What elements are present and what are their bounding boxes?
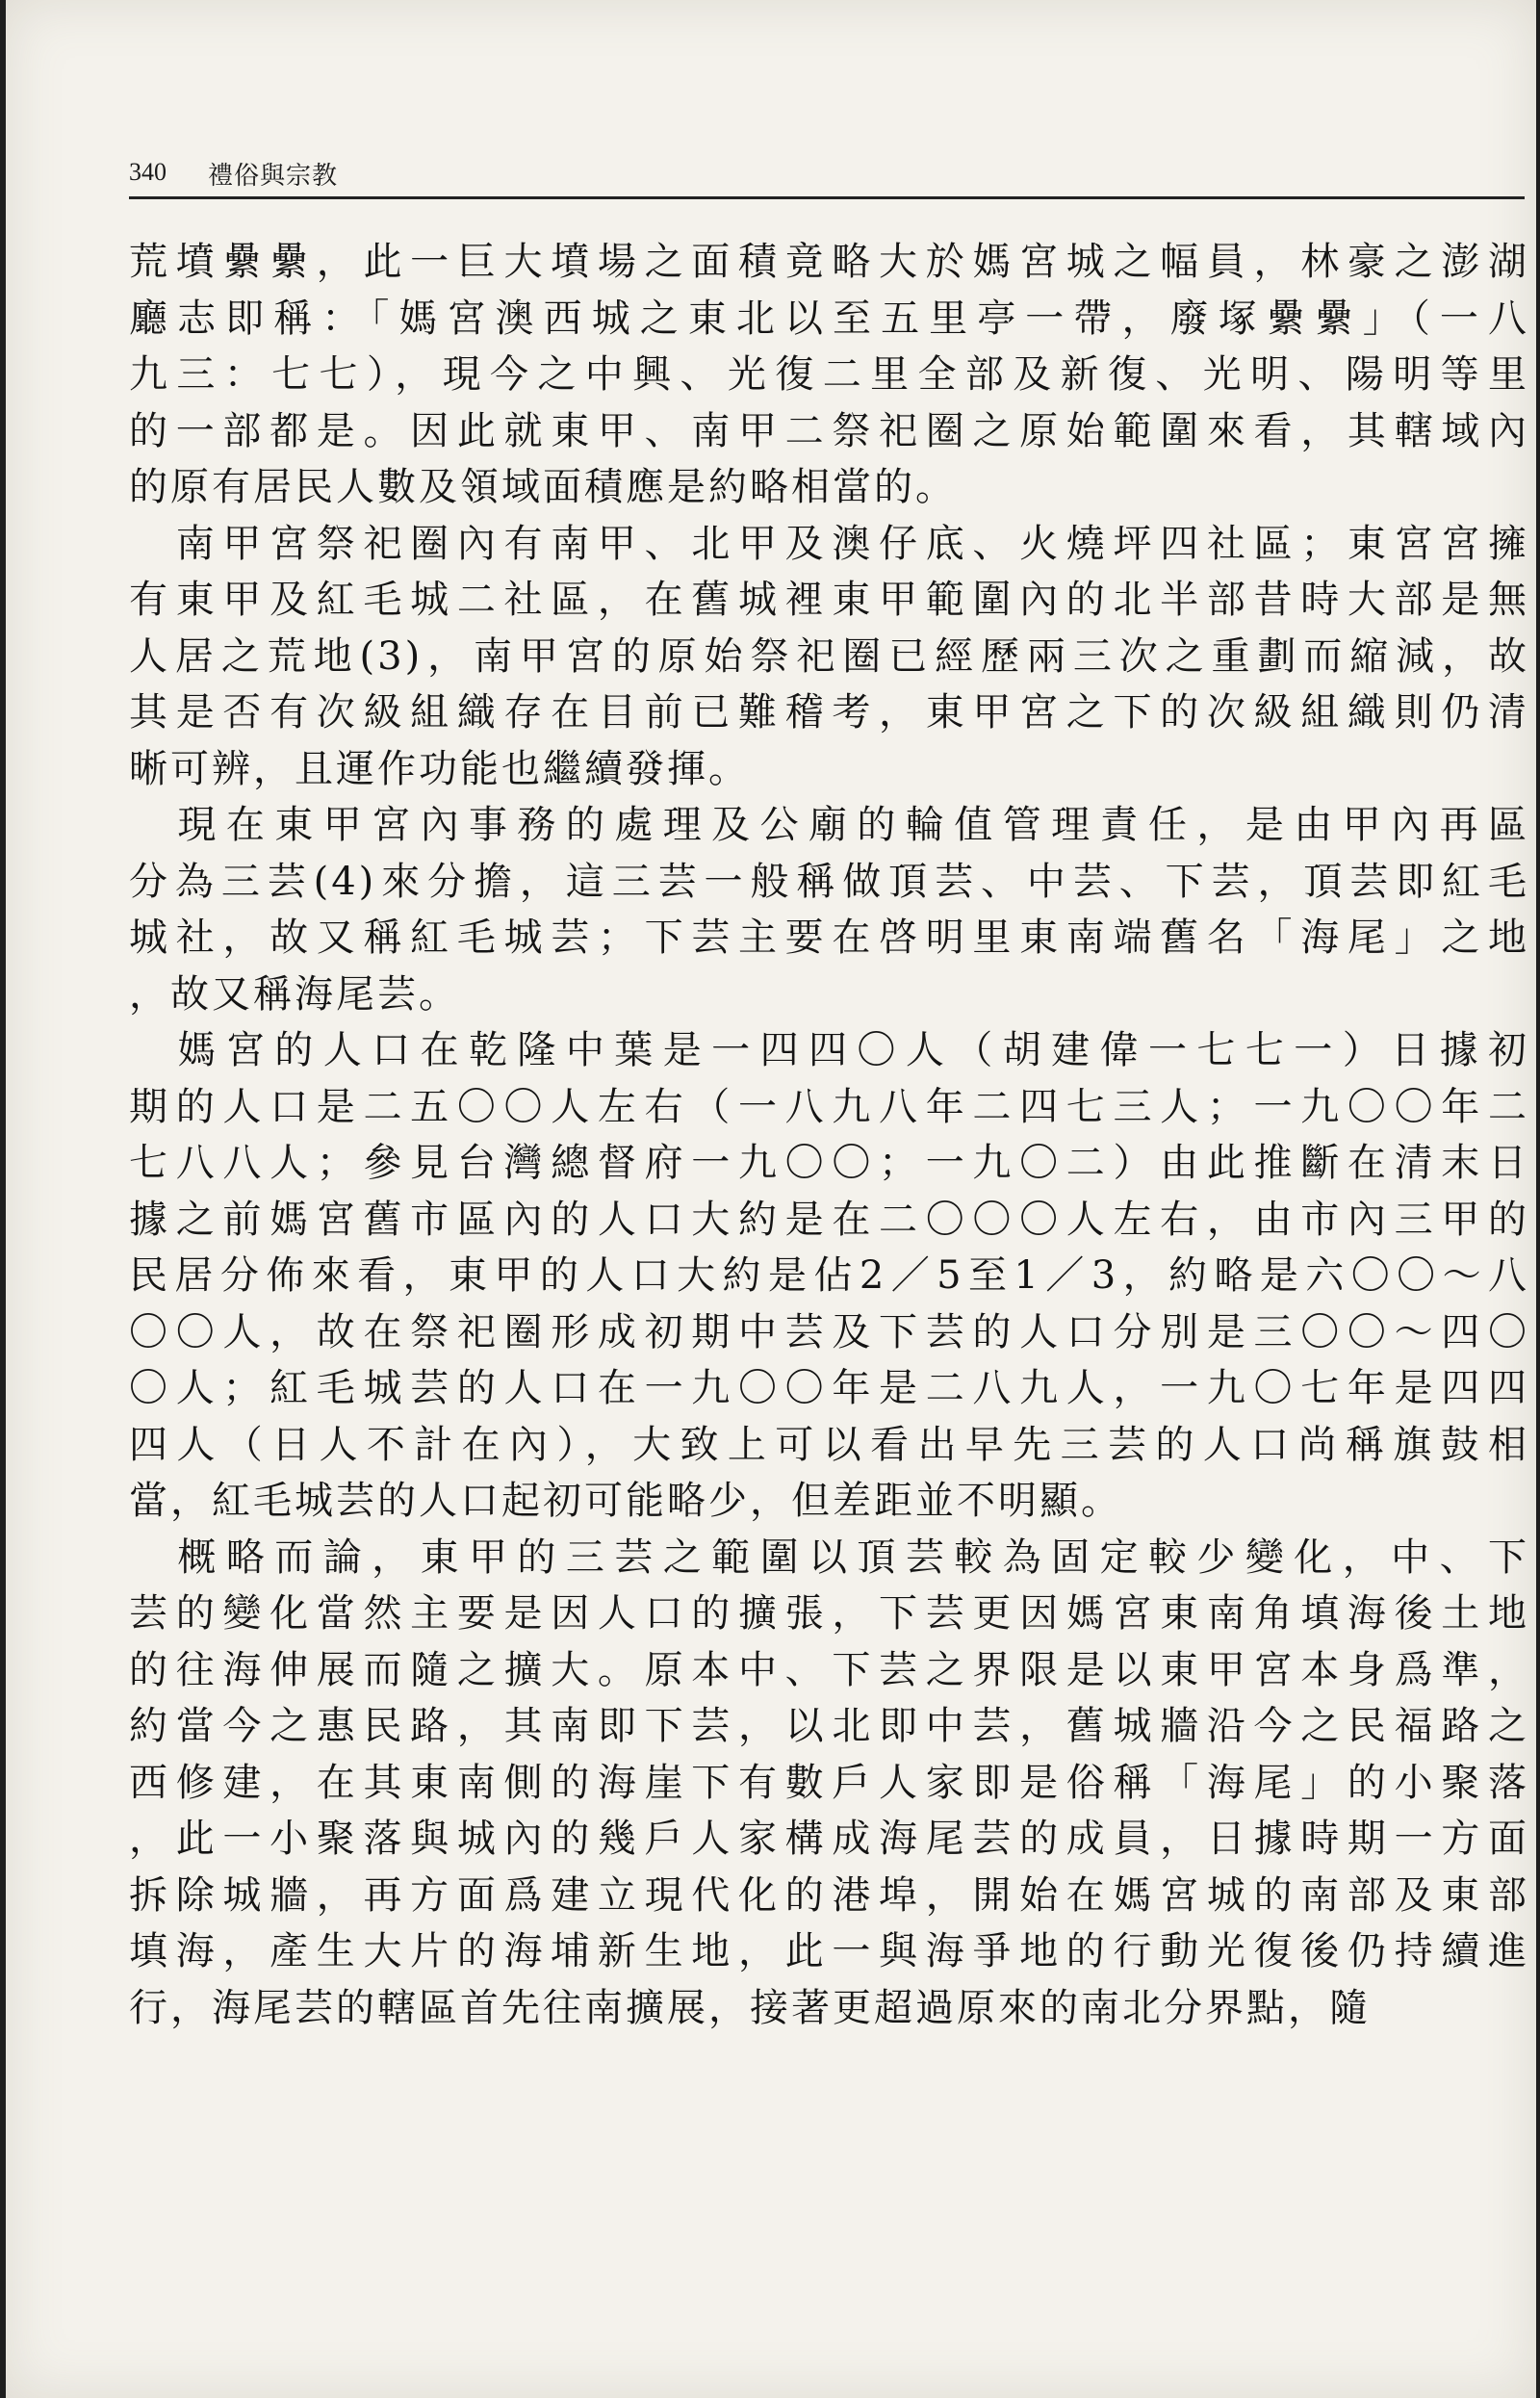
- text-line: 廳志即稱：「媽宮澳西城之東北以至五里亭一帶，廢塚纍纍」（一八: [129, 296, 1529, 341]
- text-line: 民居分佈來看，東甲的人口大約是佔2／5至1／3，約略是六〇〇～八: [129, 1253, 1529, 1298]
- text-line: 媽宮的人口在乾隆中葉是一四四〇人（胡建偉一七七一）日據初: [129, 1028, 1529, 1072]
- paragraph: [129, 516, 1529, 798]
- paragraph: [129, 234, 1529, 516]
- text-line: 其是否有次級組織存在目前已難稽考，東甲宮之下的次級組織則仍清: [129, 690, 1529, 735]
- text-line: 七八八人；參見台灣總督府一九〇〇；一九〇二）由此推斷在清末日: [129, 1141, 1529, 1185]
- text-line: ，故又稱海尾芸。: [129, 971, 460, 1017]
- text-line: 九三：七七），現今之中興、光復二里全部及新復、光明、陽明等里: [129, 352, 1529, 397]
- text-line: 人居之荒地(3)，南甲宮的原始祭祀圈已經歷兩三次之重劃而縮減，故: [129, 633, 1529, 679]
- text-line: 晰可辨，且運作功能也繼續發揮。: [129, 746, 750, 791]
- text-line: 分為三芸(4)來分擔，這三芸一般稱做頂芸、中芸、下芸，頂芸即紅毛: [129, 859, 1529, 904]
- text-line: 行，海尾芸的轄區首先往南擴展，接著更超過原來的南北分界點，隨: [129, 1985, 1371, 2030]
- text-line: 荒墳纍纍，此一巨大墳場之面積竟略大於媽宮城之幅員，林豪之澎湖: [129, 240, 1529, 284]
- text-line: 據之前媽宮舊市區內的人口大約是在二〇〇〇人左右，由市內三甲的: [129, 1197, 1529, 1242]
- text-line: 約當今之惠民路，其南即下芸，以北即中芸，舊城牆沿今之民福路之: [129, 1704, 1529, 1748]
- text-line: 西修建，在其東南側的海崖下有數戶人家即是俗稱「海尾」的小聚落: [129, 1760, 1529, 1805]
- text-line: 南甲宮祭祀圈內有南甲、北甲及澳仔底、火燒坪四社區；東宮宮擁: [129, 521, 1529, 566]
- book-page: [6, 0, 1536, 2398]
- text-line: 〇〇人，故在祭祀圈形成初期中芸及下芸的人口分別是三〇〇～四〇: [129, 1309, 1529, 1354]
- running-title: 禮俗與宗教: [208, 162, 339, 191]
- text-line: 四人（日人不計在內），大致上可以看出早先三芸的人口尚稱旗鼓相: [129, 1422, 1529, 1467]
- text-line: 的原有居民人數及領域面積應是約略相當的。: [129, 465, 957, 509]
- text-line: 的往海伸展而隨之擴大。原本中、下芸之界限是以東甲宮本身爲準，: [129, 1647, 1529, 1692]
- page-header: [129, 154, 1525, 199]
- text-line: 填海，產生大片的海埔新生地，此一與海爭地的行動光復後仍持續進: [129, 1929, 1529, 1973]
- text-line: 期的人口是二五〇〇人左右（一八九八年二四七三人；一九〇〇年二: [129, 1084, 1529, 1129]
- text-line: 芸的變化當然主要是因人口的擴張，下芸更因媽宮東南角填海後土地: [129, 1591, 1529, 1636]
- text-line: 城社，故又稱紅毛城芸；下芸主要在啓明里東南端舊名「海尾」之地: [129, 915, 1529, 960]
- text-line: 有東甲及紅毛城二社區，在舊城裡東甲範圍內的北半部昔時大部是無: [129, 578, 1529, 622]
- text-line: 當，紅毛城芸的人口起初可能略少，但差距並不明顯。: [129, 1479, 1122, 1523]
- body-text: [129, 234, 1529, 2036]
- text-line: 拆除城牆，再方面爲建立現代化的港埠，開始在媽宮城的南部及東部: [129, 1872, 1529, 1918]
- paragraph: [129, 1022, 1529, 1530]
- text-line: 現在東甲宮內事務的處理及公廟的輪值管理責任，是由甲內再區: [129, 803, 1529, 847]
- text-line: ，此一小聚落與城內的幾戶人家構成海尾芸的成員，日據時期一方面: [129, 1817, 1529, 1861]
- paragraph: [129, 1530, 1529, 2037]
- text-line: 的一部都是。因此就東甲、南甲二祭祀圈之原始範圍來看，其轄域內: [129, 408, 1529, 453]
- text-line: 概略而論，東甲的三芸之範圍以頂芸較為固定較少變化，中、下: [129, 1534, 1529, 1580]
- page-number: 340: [129, 158, 167, 186]
- text-line: 〇人；紅毛城芸的人口在一九〇〇年是二八九人，一九〇七年是四四: [129, 1366, 1529, 1410]
- paragraph: [129, 797, 1529, 1022]
